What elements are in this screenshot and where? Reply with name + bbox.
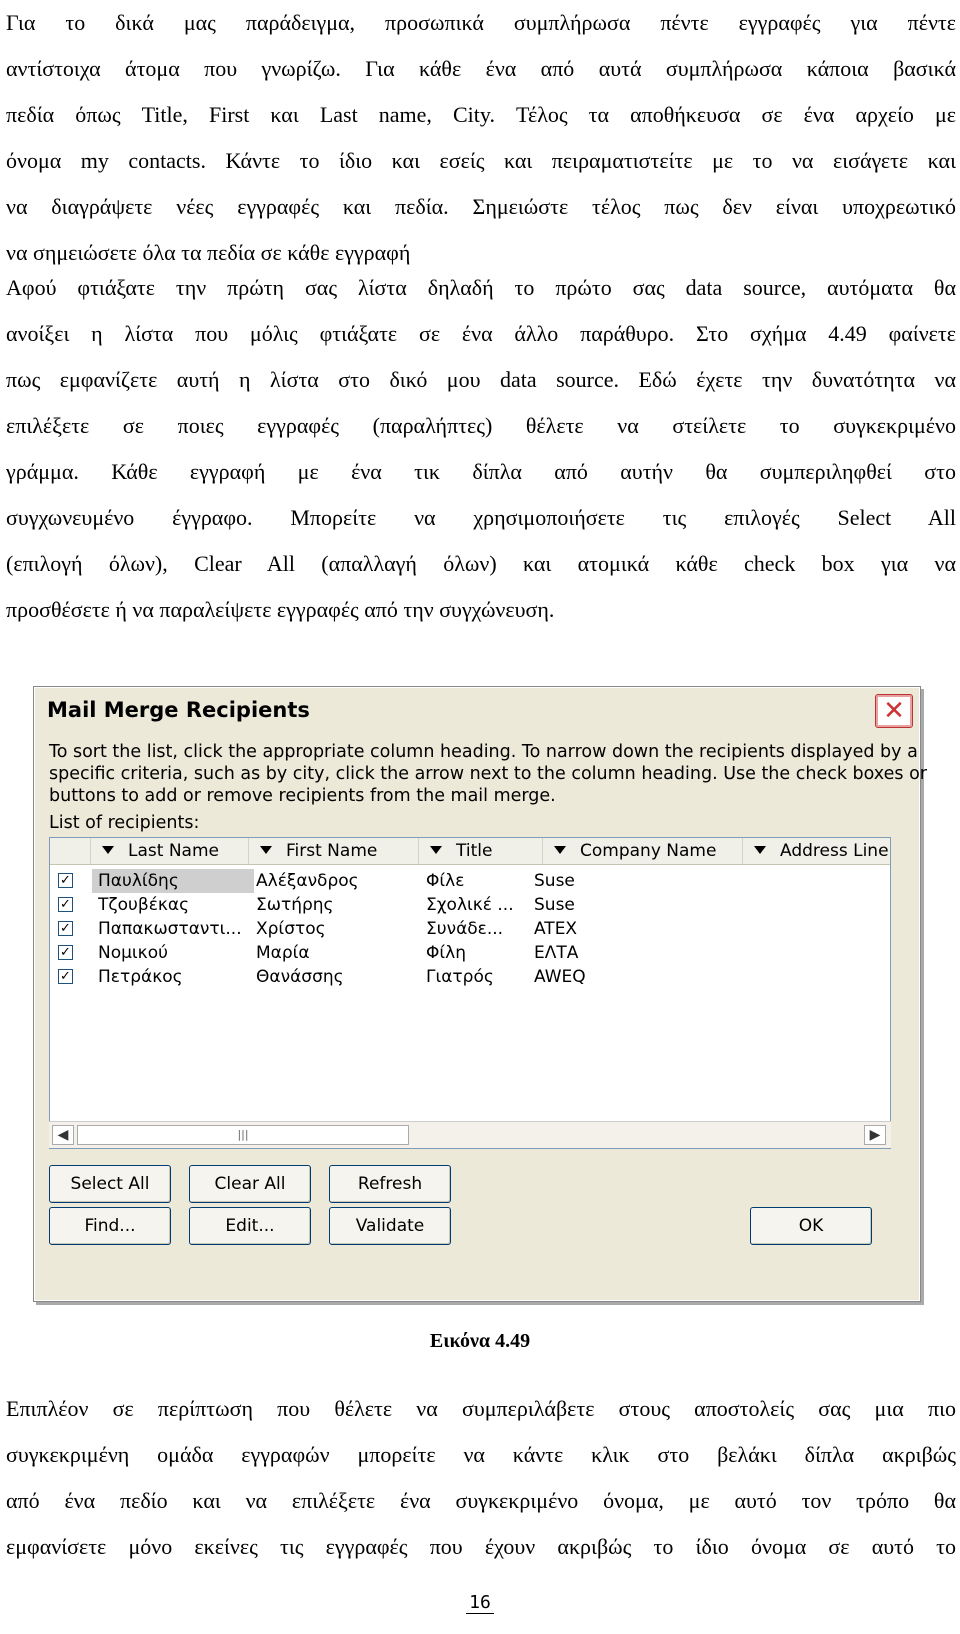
text-line: Αφού φτιάξατε την πρώτη σας λίστα δηλαδή το πρώτο σας data source, αυτόματα θα (6, 275, 956, 300)
cell-last-name: Πετράκος (98, 967, 183, 987)
figure-caption: Εικόνα 4.49 (429, 1330, 531, 1352)
dialog-titlebar (37, 690, 917, 732)
clear-all-button[interactable]: Clear All (189, 1165, 311, 1203)
text-line: επιλέξετε σε ποιες εγγραφές (παραλήπτες) θέλετε να στείλετε το συγκεκριμένο (6, 413, 956, 438)
chevron-down-icon[interactable] (102, 846, 114, 854)
text-line: ανοίξει η λίστα που μόλις φτιάξατε σε ένα άλλο παράθυρο. Στο σχήμα 4.49 φαίνετε (6, 321, 956, 346)
instruction-line: buttons to add or remove recipients from the mail merge. (49, 786, 556, 806)
paragraph-filter (6, 1386, 956, 1570)
page-number: 16 (0, 1592, 960, 1613)
mail-merge-recipients-dialog (33, 686, 927, 1302)
table-row[interactable] (50, 869, 890, 893)
cell-first-name: Αλέξανδρος (256, 871, 359, 891)
paragraph-data-source (6, 265, 956, 633)
text-line: πως εμφανίζετε αυτή η λίστα στο δικό μου data source. Εδώ έχετε την δυνατότητα να (6, 367, 956, 392)
cell-last-name: Παυλίδης (92, 869, 254, 893)
text-line: να σημειώσετε όλα τα πεδία σε κάθε εγγραφή (6, 240, 411, 265)
find-button[interactable]: Find... (49, 1207, 171, 1245)
text-line: όνομα my contacts. Κάντε το ίδιο και εσείς και πειραματιστείτε με το να εισάγετε και (6, 148, 956, 173)
horizontal-scrollbar[interactable] (49, 1121, 891, 1148)
table-row[interactable] (50, 893, 890, 917)
text-line: συγχωνευμένο έγγραφο. Μπορείτε να χρησιμοποιήσετε τις επιλογές Select All (6, 505, 956, 530)
cell-company: AWEQ (534, 967, 586, 987)
ok-button[interactable]: OK (750, 1207, 872, 1245)
cell-title: Συνάδε... (426, 919, 504, 939)
table-row[interactable] (50, 965, 890, 989)
text-line: γράμμα. Κάθε εγγραφή με ένα τικ δίπλα από αυτήν θα συμπεριληφθεί στο (6, 459, 956, 484)
scroll-thumb[interactable]: ||| (77, 1125, 409, 1145)
cell-company: Suse (534, 895, 575, 915)
chevron-down-icon[interactable] (260, 846, 272, 854)
cell-title: Γιατρός (426, 967, 494, 987)
edit-button[interactable]: Edit... (189, 1207, 311, 1245)
recipient-checkbox[interactable]: ✓ (58, 921, 73, 936)
chevron-down-icon[interactable] (430, 846, 442, 854)
header-company-name[interactable]: Company Name (542, 838, 743, 864)
cell-company: ATEX (534, 919, 578, 939)
recipient-checkbox[interactable]: ✓ (58, 969, 73, 984)
table-row[interactable] (50, 941, 890, 965)
text-line: να διαγράψετε νέες εγγραφές και πεδία. Σημειώστε τέλος πως δεν είναι υποχρεωτικό (6, 194, 956, 219)
cell-first-name: Χρίστος (256, 919, 326, 939)
text-line: (επιλογή όλων), Clear All (απαλλαγή όλων) και ατομικά κάθε check box για να (6, 551, 956, 576)
text-line: εμφανίσετε μόνο εκείνες τις εγγραφές που έχουν ακριβώς το ίδιο όνομα σε αυτό το (6, 1534, 956, 1559)
scroll-left-icon[interactable]: ◀ (52, 1125, 74, 1145)
list-header (50, 838, 890, 865)
instruction-line: To sort the list, click the appropriate column heading. To narrow down the recipients displayed by a (49, 742, 918, 762)
text-line: προσθέσετε ή να παραλείψετε εγγραφές από την συγχώνευση. (6, 597, 555, 622)
table-row[interactable] (50, 917, 890, 941)
validate-button[interactable]: Validate (329, 1207, 451, 1245)
recipient-checkbox[interactable]: ✓ (58, 873, 73, 888)
chevron-down-icon[interactable] (554, 846, 566, 854)
cell-company: ΕΛΤΑ (534, 943, 579, 963)
scroll-right-icon[interactable]: ▶ (864, 1125, 886, 1145)
list-of-recipients-label: List of recipients: (49, 813, 200, 833)
dialog-title: Mail Merge Recipients (47, 698, 310, 722)
header-check-column[interactable] (50, 838, 91, 864)
select-all-button[interactable]: Select All (49, 1165, 171, 1203)
cell-first-name: Θανάσσης (256, 967, 344, 987)
cell-last-name: Νομικού (98, 943, 168, 963)
header-first-name[interactable]: First Name (248, 838, 419, 864)
text-line: Επιπλέον σε περίπτωση που θέλετε να συμπεριλάβετε στους αποστολείς σας μια πιο (6, 1396, 956, 1421)
text-line: αντίστοιχα άτομα που γνωρίζω. Για κάθε ένα από αυτά συμπλήρωσα κάποια βασικά (6, 56, 956, 81)
text-line: Για το δικά μας παράδειγμα, προσωπικά συμπλήρωσα πέντε εγγραφές για πέντε (6, 10, 956, 35)
dialog-instructions (49, 741, 927, 807)
text-line: συγκεκριμένη ομάδα εγγραφών μπορείτε να κάντε κλικ στο βελάκι δίπλα ακριβώς (6, 1442, 956, 1467)
cell-first-name: Σωτήρης (256, 895, 334, 915)
cell-title: Φίλη (426, 943, 466, 963)
chevron-down-icon[interactable] (754, 846, 766, 854)
cell-company: Suse (534, 871, 575, 891)
paragraph-intro (6, 0, 956, 276)
text-line: από ένα πεδίο και να επιλέξετε ένα συγκεκριμένο όνομα, με αυτό τον τρόπο θα (6, 1488, 956, 1513)
header-address-line[interactable]: Address Line (742, 838, 891, 864)
close-icon[interactable]: ✕ (875, 694, 913, 728)
cell-title: Φίλε (426, 871, 465, 891)
cell-title: Σχολικέ ... (426, 895, 514, 915)
cell-last-name: Παπακωσταντι... (98, 919, 242, 939)
instruction-line: specific criteria, such as by city, click the arrow next to the column heading. Use the check boxes or (49, 764, 927, 784)
cell-first-name: Μαρία (256, 943, 310, 963)
header-last-name[interactable]: Last Name (90, 838, 249, 864)
refresh-button[interactable]: Refresh (329, 1165, 451, 1203)
recipients-list[interactable] (49, 837, 891, 1149)
header-title[interactable]: Title (418, 838, 543, 864)
recipient-checkbox[interactable]: ✓ (58, 945, 73, 960)
cell-last-name: Τζουβέκας (98, 895, 190, 915)
recipient-checkbox[interactable]: ✓ (58, 897, 73, 912)
text-line: πεδία όπως Title, First και Last name, City. Τέλος τα αποθήκευσα σε ένα αρχείο με (6, 102, 956, 127)
